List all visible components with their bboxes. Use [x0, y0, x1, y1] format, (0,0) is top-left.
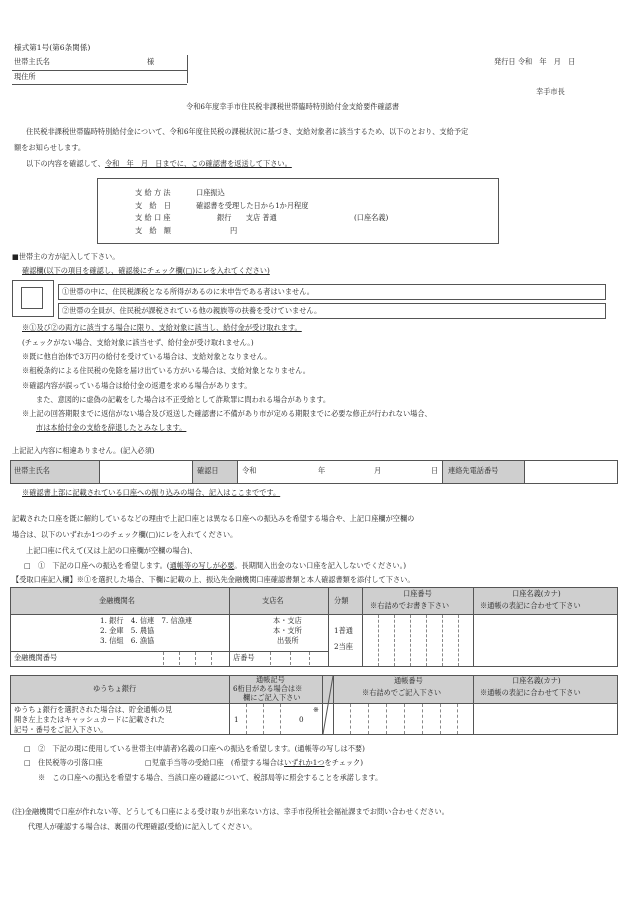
- sign-day-field[interactable]: [384, 461, 428, 483]
- divider: [237, 461, 238, 483]
- digit-sep: [442, 615, 443, 666]
- divider: [11, 651, 328, 652]
- option-2-note: ※ この口座への振込を希望する場合、当該口座の確認について、税部局等に照会することを承諾します。: [38, 773, 383, 782]
- sign-month-field[interactable]: [328, 461, 372, 483]
- digit-sep: [309, 652, 310, 665]
- yucho-col-code-sub-2: 欄にご記入下さい: [243, 693, 301, 702]
- change-p1: 記載された口座を既に解約しているなどの理由で上記口座とは異なる口座への振込みを希望する場合や、上記口座欄が空欄の: [12, 514, 415, 523]
- address-label: 現住所: [14, 72, 36, 81]
- divider: [11, 614, 617, 615]
- intro-deadline-date: 令和 年 月 日までに、この確認書を返送して下さい。: [104, 159, 292, 168]
- account-label: 支 給 口 座: [135, 213, 171, 222]
- amount-value: 円: [230, 226, 238, 235]
- slash-mark: [322, 676, 334, 734]
- digit-sep: [394, 615, 395, 666]
- digit-sep: [410, 615, 411, 666]
- method-label: 支 給 方 法: [135, 188, 171, 197]
- digit-sep: [368, 704, 369, 734]
- intro-line1: 住民税非課税世帯臨時特別給付金について、令和6年度住民税の課税状況に基づき、支給対象者に該当するため、以下のとおり、支給予定: [26, 127, 469, 136]
- col-bank: 金融機関名: [99, 596, 135, 605]
- footer-note-1: (注)金融機関で口座が作れない等、どうしても口座による受け取りが出来ない方は、幸手市役所社会福祉課までお問い合わせください。: [12, 807, 449, 816]
- yucho-mark: ※: [313, 705, 320, 714]
- divider: [328, 588, 329, 666]
- account-name: (口座名義): [354, 213, 389, 222]
- confirm-note-8: 市は本給付金の支給を辞退したとみなします。: [36, 423, 187, 432]
- date-label: 支 給 日: [135, 201, 171, 210]
- digit-sep: [386, 704, 387, 734]
- yucho-col-holder-sub: ※通帳の表記に合わせて下さい: [480, 688, 581, 697]
- acct-type-2: 2当座: [334, 642, 353, 651]
- yucho-desc-2: 開き左上またはキャッシュカードに記載された: [14, 715, 165, 724]
- divider: [187, 55, 188, 83]
- sign-phone-label: 連絡先電話番号: [448, 466, 499, 475]
- intro-deadline: [26, 160, 292, 169]
- change-option-1[interactable]: [24, 562, 406, 571]
- digit-sep: [350, 704, 351, 734]
- intro-deadline-prefix: 以下の内容を確認して、: [26, 159, 105, 168]
- digit-sep: [270, 652, 271, 665]
- digit-sep: [426, 615, 427, 666]
- confirm-note-3: ※既に他自治体で3万円の給付を受けている場合は、支給対象となりません。: [22, 352, 272, 361]
- confirm-note-5: ※確認内容が誤っている場合は給付金の返還を求める場合があります。: [22, 381, 252, 390]
- mayor: 幸手市長: [536, 87, 565, 96]
- col-number: 口座番号: [403, 589, 432, 598]
- digit-sep: [378, 615, 379, 666]
- confirm-note-1: ※①及び②の両方に該当する場合に限り、支給対象に該当し、給付金が受け取れます。: [22, 323, 302, 332]
- col-type: 分類: [334, 596, 349, 605]
- divider: [473, 676, 474, 734]
- bank-code-label: 金融機関番号: [14, 653, 58, 662]
- sign-name-label: 世帯主氏名: [14, 466, 50, 475]
- yucho-col-bank: ゆうちょ銀行: [93, 684, 137, 693]
- option-child-allowance[interactable]: [145, 759, 363, 768]
- acct-type-1: 1普通: [334, 626, 353, 635]
- confirm-checkbox[interactable]: [21, 287, 43, 309]
- digit-sep: [179, 652, 180, 665]
- sign-month: 月: [374, 466, 382, 475]
- divider: [12, 84, 187, 85]
- footer-note-2: 代理人が確認する場合は、裏面の代理確認(受給)に記入してください。: [28, 822, 257, 831]
- option-tax-account[interactable]: □ 住民税等の引落口座: [24, 758, 103, 767]
- bank-type-opt-1: 1. 銀行 4. 信連 7. 信漁連: [100, 616, 193, 625]
- change-option-2[interactable]: □ ② 下記の現に使用している世帯主(申請者)名義の口座への振込を希望します。(通帳等の写しは不要): [24, 744, 365, 753]
- digit-sep: [211, 652, 212, 665]
- sign-year-field[interactable]: [261, 461, 316, 483]
- sign-phone-field[interactable]: [525, 461, 617, 483]
- digit-sep: [163, 652, 164, 665]
- option-child-suffix: をチェック): [324, 758, 364, 767]
- form-number: 様式第1号(第6条関係): [14, 43, 91, 52]
- sign-name-field[interactable]: [100, 461, 192, 483]
- date-value: 確認書を受理した日から1か月程度: [196, 201, 309, 210]
- digit-sep: [457, 704, 458, 734]
- sign-day: 日: [431, 466, 439, 475]
- option-child-underline: いずれか1つ: [283, 758, 325, 767]
- confirm-heading: ■世帯主の方が記入して下さい。: [12, 252, 120, 261]
- option-1-suffix: 。長期間入出金のない口座を記入しないでください。): [234, 561, 407, 570]
- digit-sep: [195, 652, 196, 665]
- divider: [11, 703, 617, 704]
- confirm-item-2-text: ②世帯の全員が、住民税が課税されている他の親族等の扶養を受けていません。: [62, 306, 322, 315]
- option-1-prefix: □ ① 下記の口座への振込を希望します。(: [24, 561, 170, 570]
- digit-sep: [246, 704, 247, 734]
- sign-heading: 上記記入内容に相違ありません。(記入必須): [12, 446, 155, 455]
- col-holder-sub: ※通帳の表記に合わせて下さい: [480, 601, 581, 610]
- method-value: 口座振込: [196, 188, 225, 197]
- sign-year: 年: [318, 466, 326, 475]
- confirm-note-2: (チェックがない場合、支給対象に該当せず、給付金が受け取れません。): [22, 338, 254, 347]
- divider: [362, 588, 363, 666]
- sign-note: ※確認書上部に記載されている口座への振り込みの場合、記入はここまでです。: [22, 488, 281, 497]
- bank-type-opt-3: 3. 信組 6. 漁協: [100, 636, 155, 645]
- yucho-col-number-sub: ※右詰めでご記入下さい: [362, 688, 442, 697]
- confirm-note-4: ※租税条約による住民税の免除を届け出ている方がいる場合は、支給対象となりません。: [22, 366, 310, 375]
- option-1-underline: 通帳等の写しが必要: [169, 561, 235, 570]
- col-number-sub: ※右詰めでお書き下さい: [370, 601, 450, 610]
- yucho-col-holder: 口座名義(カナ): [512, 676, 561, 685]
- intro-line2: 額をお知らせします。: [14, 143, 86, 152]
- digit-sep: [280, 704, 281, 734]
- change-p2: 場合は、以下のいずれか1つのチェック欄(□)にレを入れてください。: [12, 530, 238, 539]
- yucho-col-code-sub-1: 6桁目がある場合は※: [233, 684, 303, 693]
- confirm-item-1-text: ①世帯の中に、住民税課税となる所得があるのに未申告である者はいません。: [62, 287, 314, 296]
- householder-label: 世帯主氏名: [14, 57, 50, 66]
- confirm-subheading: 確認欄(以下の項目を確認し、確認後にチェック欄(□)にレを入れてください): [22, 266, 270, 275]
- sama-label: 様: [147, 57, 155, 66]
- confirm-note-7: ※上記の回答期限までに返信がない場合及び返送した確認書に不備があり市が定める期限までに必要な修正が行われない場合、: [22, 409, 432, 418]
- digit-sep: [263, 704, 264, 734]
- confirm-note-6: また、意図的に虚偽の記載をした場合は不正受給として詐欺罪に問われる場合があります。: [36, 395, 331, 404]
- divider: [229, 676, 230, 734]
- issue-date: 発行日 令和 年 月 日: [494, 57, 576, 66]
- digit-sep: [458, 615, 459, 666]
- account-value: 銀行 支店 普通: [217, 213, 277, 222]
- yucho-last-digit: 0: [299, 715, 304, 724]
- amount-label: 支 給 額: [135, 226, 171, 235]
- yucho-first-digit: 1: [234, 715, 239, 724]
- change-p3: 上記口座に代えて(又は上記の口座欄が空欄の場合)、: [26, 546, 197, 555]
- option-child-prefix: □児童手当等の受給口座 (希望する場合は: [145, 758, 284, 767]
- col-branch: 支店名: [262, 596, 284, 605]
- digit-sep: [404, 704, 405, 734]
- branch-opt-2: 本・支所: [273, 626, 302, 635]
- yucho-col-number: 通帳番号: [394, 676, 423, 685]
- yucho-col-code: 通帳記号: [256, 675, 285, 684]
- yucho-desc-1: ゆうちょ銀行を選択された場合は、貯金通帳の見: [14, 705, 173, 714]
- sign-date-label: 確認日: [197, 466, 219, 475]
- branch-opt-3: 出張所: [277, 636, 299, 645]
- digit-sep: [422, 704, 423, 734]
- digit-sep: [440, 704, 441, 734]
- col-holder: 口座名義(カナ): [512, 589, 561, 598]
- branch-code-label: 店番号: [233, 653, 255, 662]
- page-title: 令和6年度幸手市住民税非課税世帯臨時特別給付金支給要件確認書: [186, 102, 400, 111]
- sign-reiwa: 令和: [242, 466, 257, 475]
- digit-sep: [290, 652, 291, 665]
- yucho-desc-3: 記号・番号をご記入下さい。: [14, 725, 108, 734]
- account-heading: 【受取口座記入欄】※①を選択した場合、下欄に記載の上、振込先金融機関口座確認書類と本人確認書類を添付して下さい。: [12, 575, 415, 584]
- divider: [473, 588, 474, 666]
- bank-type-opt-2: 2. 金庫 5. 農協: [100, 626, 155, 635]
- divider: [12, 70, 187, 71]
- branch-opt-1: 本・支店: [273, 616, 302, 625]
- divider: [229, 588, 230, 666]
